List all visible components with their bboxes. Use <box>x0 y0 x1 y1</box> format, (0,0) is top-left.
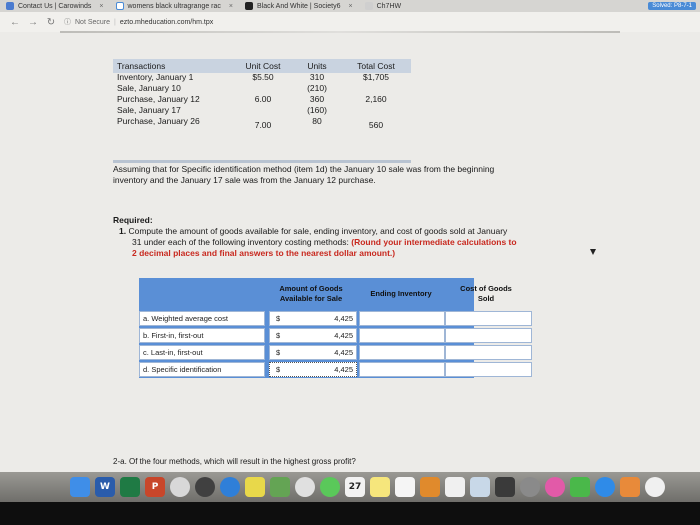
address-bar[interactable] <box>64 15 213 29</box>
currency-symbol: $ <box>276 331 281 340</box>
method-label: a. Weighted average cost <box>139 311 265 326</box>
url-text: ezto.mheducation.com/hm.tpx <box>119 18 214 26</box>
currency-symbol: $ <box>276 365 281 374</box>
document-icon <box>365 2 373 10</box>
tab-solved[interactable] <box>648 2 700 10</box>
available-input[interactable] <box>269 362 357 377</box>
currency-symbol: $ <box>276 348 281 357</box>
unit-cost-value <box>241 83 285 94</box>
header-cost-of-goods-sold <box>441 284 531 304</box>
available-value: 4,425 <box>334 314 353 323</box>
total-cost-value: 2,160 <box>365 94 387 104</box>
unit-cost-value <box>241 105 285 116</box>
available-value: 4,425 <box>334 331 353 340</box>
rounding-note: (Round your intermediate calculations to <box>351 237 517 247</box>
google-icon <box>116 2 124 10</box>
unit-cost-value: 7.00 <box>254 120 272 130</box>
column-header: Total Cost <box>357 61 395 71</box>
stickies-icon[interactable] <box>245 477 265 497</box>
units-column <box>299 61 335 127</box>
total-cost-value <box>351 83 401 94</box>
method-label: b. First-in, first-out <box>139 328 265 343</box>
photo-booth-icon[interactable] <box>495 477 515 497</box>
required-title: Required: <box>113 215 153 225</box>
calendar-icon[interactable]: 27 <box>345 477 365 497</box>
society6-icon <box>245 2 253 10</box>
instruction-text: Compute the amount of goods available for sale, ending inventory, and cost of goods sold at January <box>128 226 508 236</box>
maps-icon[interactable] <box>270 477 290 497</box>
unit-cost-value: 6.00 <box>254 94 272 104</box>
required-item-1-note <box>113 248 583 259</box>
instruction-text: 31 under each of the following inventory costing methods: <box>132 237 349 247</box>
column-header: Unit Cost <box>245 61 281 71</box>
units-value: (210) <box>307 83 327 93</box>
ending-inventory-input[interactable] <box>359 311 445 326</box>
answer-grid <box>139 278 512 381</box>
transaction-label: Purchase, January 26 <box>117 116 200 126</box>
item-number: 1. <box>119 226 127 236</box>
question-text <box>113 164 553 186</box>
table-bottom-rule <box>113 160 411 163</box>
header-ending-inventory: Ending Inventory <box>370 289 432 298</box>
total-cost-value: 560 <box>368 120 384 130</box>
ending-inventory-input[interactable] <box>359 362 445 377</box>
security-label: Not Secure <box>75 18 111 26</box>
close-icon[interactable]: × <box>348 2 353 10</box>
reload-icon[interactable]: ↻ <box>46 16 56 28</box>
chrome-icon[interactable] <box>170 477 190 497</box>
music-icon[interactable] <box>645 477 665 497</box>
header-line: Sold <box>477 294 495 303</box>
mouse-cursor-icon <box>590 249 596 255</box>
unit-cost-value: $5.50 <box>252 72 274 82</box>
divider: | <box>114 18 116 26</box>
preview-icon[interactable] <box>470 477 490 497</box>
transactions-column <box>117 61 200 127</box>
units-value: 360 <box>309 94 325 104</box>
column-header: Units <box>307 61 327 71</box>
app-store-icon[interactable] <box>595 477 615 497</box>
total-cost-value: $1,705 <box>363 72 389 82</box>
safari-icon[interactable] <box>220 477 240 497</box>
tab-title: Ch7HW <box>376 2 402 10</box>
question-line: Assuming that for Specific identification method (item 1d) the January 10 sale was from the beginning <box>113 164 495 174</box>
transaction-label: Inventory, January 1 <box>117 72 194 82</box>
page-content <box>0 33 700 478</box>
units-value: (160) <box>307 105 327 115</box>
ibooks-icon[interactable] <box>420 477 440 497</box>
notes-icon[interactable] <box>370 477 390 497</box>
method-label: d. Specific identification <box>139 362 265 377</box>
back-icon[interactable]: ← <box>10 16 20 28</box>
available-input[interactable] <box>269 345 357 360</box>
forward-icon[interactable]: → <box>28 16 38 28</box>
ending-inventory-input[interactable] <box>359 328 445 343</box>
method-label: c. Last-in, first-out <box>139 345 265 360</box>
units-value: 80 <box>312 116 322 126</box>
cogs-input[interactable] <box>445 362 532 377</box>
transaction-label: Purchase, January 12 <box>117 94 200 104</box>
total-cost-column <box>351 61 401 131</box>
units-value: 310 <box>309 72 325 82</box>
messages-icon[interactable] <box>320 477 340 497</box>
powerpoint-icon[interactable]: P <box>145 477 165 497</box>
required-item-1-cont <box>113 237 583 248</box>
excel-icon[interactable] <box>120 477 140 497</box>
tab-title: womens black ultragrange rac <box>127 2 221 10</box>
close-icon[interactable]: × <box>99 2 104 10</box>
required-section <box>113 215 583 259</box>
available-input[interactable] <box>269 311 357 326</box>
cogs-input[interactable] <box>445 345 532 360</box>
info-icon[interactable]: ⓘ <box>64 19 71 26</box>
available-input[interactable] <box>269 328 357 343</box>
ical-icon[interactable] <box>445 477 465 497</box>
close-icon[interactable]: × <box>228 2 233 10</box>
transaction-label: Sale, January 10 <box>117 83 181 93</box>
cogs-input[interactable] <box>445 328 532 343</box>
question-2a: 2-a. Of the four methods, which will result in the highest gross profit? <box>113 457 356 466</box>
required-item-1 <box>113 226 583 237</box>
question-line: inventory and the January 17 sale was from the January 12 purchase. <box>113 175 376 185</box>
cogs-input[interactable] <box>445 311 532 326</box>
tab-strip <box>0 0 700 12</box>
rounding-note: 2 decimal places and final answers to the nearest dollar amount.) <box>132 248 396 258</box>
finder-icon[interactable] <box>70 477 90 497</box>
ibooks-store-icon[interactable] <box>620 477 640 497</box>
favicon-icon <box>6 2 14 10</box>
tab-ch7hw[interactable] <box>359 0 408 12</box>
tab-contact-us[interactable] <box>0 0 110 12</box>
word-icon[interactable]: W <box>95 477 115 497</box>
transactions-table <box>113 59 411 167</box>
currency-symbol: $ <box>276 314 281 323</box>
tab-black-and-white[interactable] <box>239 0 359 12</box>
transaction-label: Sale, January 17 <box>117 105 181 115</box>
ending-inventory-input[interactable] <box>359 345 445 360</box>
tab-title: Solved: P8-7-1 <box>648 2 696 10</box>
header-line: Available for Sale <box>279 294 343 303</box>
column-header: Transactions <box>117 61 166 71</box>
tab-title: Contact Us | Carowinds <box>18 2 92 10</box>
header-line: Amount of Goods <box>279 284 343 293</box>
dock <box>0 472 700 502</box>
header-available-for-sale <box>265 284 357 304</box>
launchpad-icon[interactable] <box>195 477 215 497</box>
total-cost-value <box>351 105 401 116</box>
screen-bezel <box>0 502 700 525</box>
available-value: 4,425 <box>334 348 353 357</box>
unit-cost-column <box>241 61 285 131</box>
tab-womens-black[interactable] <box>110 0 239 12</box>
photos-icon[interactable] <box>295 477 315 497</box>
available-value: 4,425 <box>334 365 353 374</box>
facetime-icon[interactable] <box>570 477 590 497</box>
browser-toolbar <box>0 12 700 32</box>
header-line: Cost of Goods <box>460 284 512 293</box>
system-preferences-icon[interactable] <box>520 477 540 497</box>
tab-title: Black And White | Society6 <box>256 2 341 10</box>
reminders-icon[interactable] <box>395 477 415 497</box>
itunes-icon[interactable] <box>545 477 565 497</box>
